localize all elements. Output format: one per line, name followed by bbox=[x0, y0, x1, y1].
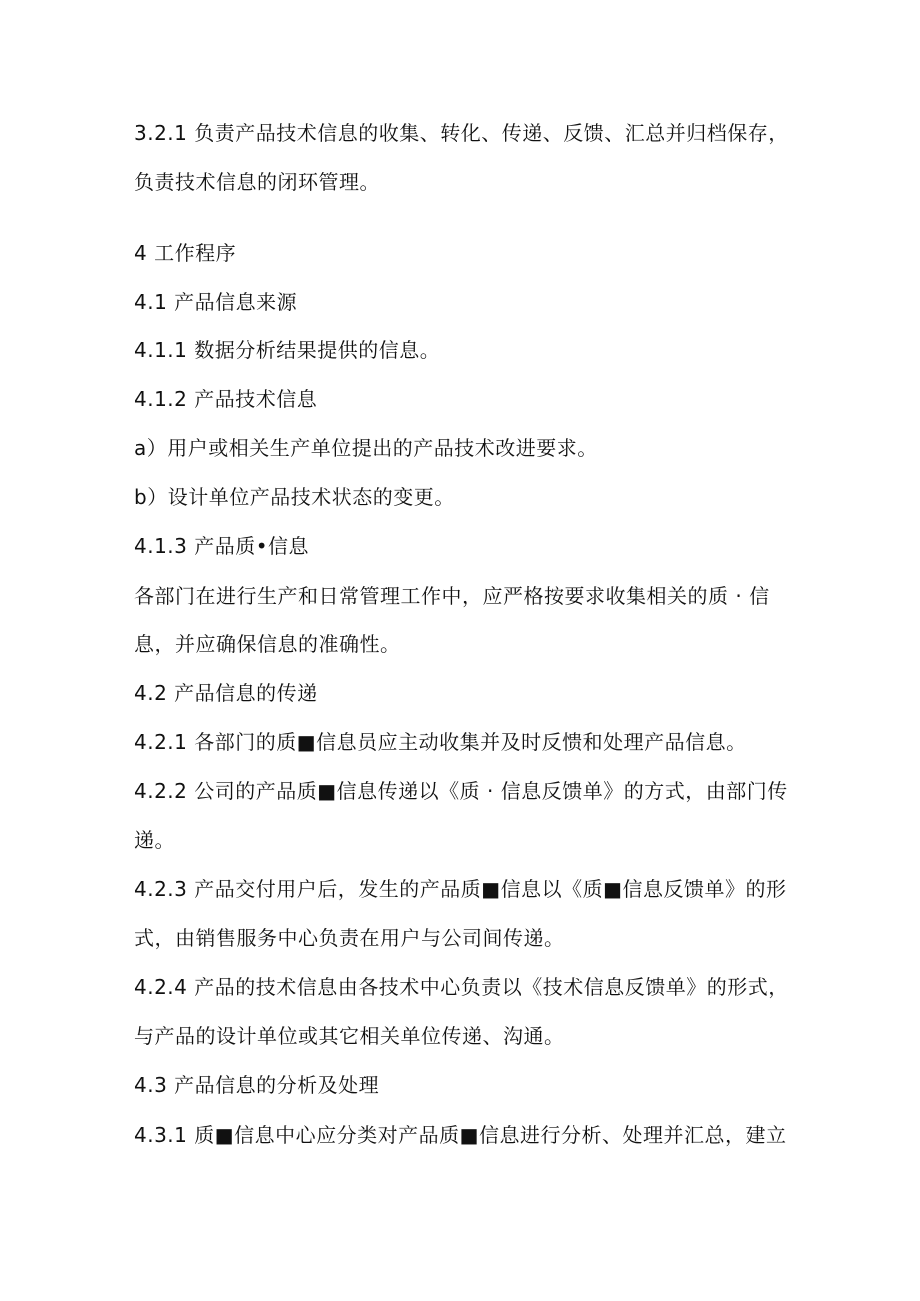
text-line: 4.2.2 公司的产品质■信息传递以《质 · 信息反馈单》的方式，由部门传 bbox=[134, 779, 788, 803]
subsection-heading: 4.3 产品信息的分析及处理 bbox=[134, 1073, 380, 1097]
text-line: 4.1.2 产品技术信息 bbox=[134, 387, 318, 411]
text-line: 负责技术信息的闭环管理。 bbox=[134, 170, 380, 194]
text-line: 式，由销售服务中心负责在用户与公司间传递。 bbox=[134, 926, 565, 950]
text-line: 各部门在进行生产和日常管理工作中，应严格按要求收集相关的质 · 信 bbox=[134, 584, 770, 608]
subsection-heading: 4.2 产品信息的传递 bbox=[134, 681, 318, 705]
text-line: 4.3.1 质■信息中心应分类对产品质■信息进行分析、处理并汇总，建立 bbox=[134, 1123, 787, 1147]
text-line: 4.1.3 产品质•信息 bbox=[134, 534, 310, 558]
text-line: 4.2.4 产品的技术信息由各技术中心负责以《技术信息反馈单》的形式， bbox=[134, 975, 789, 999]
text-line: 与产品的设计单位或其它相关单位传递、沟通。 bbox=[134, 1024, 565, 1048]
section-heading: 4 工作程序 bbox=[134, 241, 237, 265]
list-item: b）设计单位产品技术状态的变更。 bbox=[134, 485, 455, 509]
text-line: 3.2.1 负责产品技术信息的收集、转化、传递、反馈、汇总并归档保存， bbox=[134, 121, 789, 145]
list-item: a）用户或相关生产单位提出的产品技术改进要求。 bbox=[134, 436, 598, 460]
subsection-heading: 4.1 产品信息来源 bbox=[134, 290, 298, 314]
text-line: 递。 bbox=[134, 828, 175, 852]
text-line: 4.2.1 各部门的质■信息员应主动收集并及时反愦和处理产品信息。 bbox=[134, 730, 747, 754]
text-line: 息，并应确保信息的准确性。 bbox=[134, 632, 401, 656]
text-line: 4.1.1 数据分析结果提供的信息。 bbox=[134, 338, 441, 362]
text-line: 4.2.3 产品交付用户后，发生的产品质■信息以《质■信息反馈单》的形 bbox=[134, 877, 787, 901]
